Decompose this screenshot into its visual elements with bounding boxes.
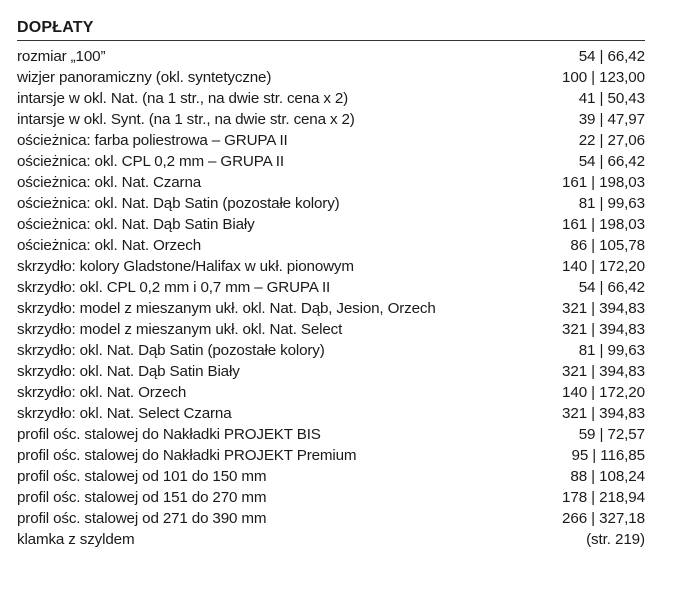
item-price: 81 | 99,63	[578, 342, 645, 359]
surcharge-list	[17, 46, 645, 550]
item-label: ościeżnica: farba poliestrowa – GRUPA II	[17, 132, 288, 149]
item-label: profil ośc. stalowej od 271 do 390 mm	[17, 510, 267, 527]
list-item	[17, 361, 645, 382]
item-label: klamka z szyldem	[17, 531, 135, 548]
list-item	[17, 235, 645, 256]
item-label: ościeżnica: okl. Nat. Czarna	[17, 174, 202, 191]
item-label: wizjer panoramiczny (okl. syntetyczne)	[17, 69, 272, 86]
list-item	[17, 529, 645, 550]
list-item	[17, 46, 645, 67]
item-label: intarsje w okl. Synt. (na 1 str., na dwie str. cena x 2)	[17, 111, 355, 128]
list-item	[17, 88, 645, 109]
item-price: 54 | 66,42	[578, 279, 645, 296]
list-item	[17, 67, 645, 88]
item-price: 81 | 99,63	[578, 195, 645, 212]
list-item	[17, 466, 645, 487]
item-price: 321 | 394,83	[562, 321, 645, 338]
item-label: skrzydło: model z mieszanym ukł. okl. Nat. Dąb, Jesion, Orzech	[17, 300, 436, 317]
item-price: 54 | 66,42	[578, 153, 645, 170]
heading-divider	[17, 40, 645, 41]
item-label: ościeżnica: okl. CPL 0,2 mm – GRUPA II	[17, 153, 284, 170]
item-label: skrzydło: model z mieszanym ukł. okl. Nat. Select	[17, 321, 343, 338]
list-item	[17, 151, 645, 172]
item-price: 178 | 218,94	[562, 489, 645, 506]
item-price: 321 | 394,83	[562, 363, 645, 380]
item-label: skrzydło: okl. Nat. Select Czarna	[17, 405, 232, 422]
item-label: skrzydło: kolory Gladstone/Halifax w ukł. pionowym	[17, 258, 354, 275]
item-price: (str. 219)	[586, 531, 645, 548]
list-item	[17, 172, 645, 193]
item-price: 100 | 123,00	[562, 69, 645, 86]
item-price: 39 | 47,97	[578, 111, 645, 128]
item-price: 86 | 105,78	[570, 237, 645, 254]
item-price: 321 | 394,83	[562, 405, 645, 422]
item-price: 54 | 66,42	[578, 48, 645, 65]
item-label: profil ośc. stalowej do Nakładki PROJEKT Premium	[17, 447, 357, 464]
list-item	[17, 382, 645, 403]
item-price: 140 | 172,20	[562, 384, 645, 401]
item-label: profil ośc. stalowej od 101 do 150 mm	[17, 468, 267, 485]
item-label: skrzydło: okl. Nat. Dąb Satin Biały	[17, 363, 240, 380]
item-price: 161 | 198,03	[562, 216, 645, 233]
item-label: profil ośc. stalowej od 151 do 270 mm	[17, 489, 267, 506]
list-item	[17, 319, 645, 340]
list-item	[17, 403, 645, 424]
item-label: ościeżnica: okl. Nat. Orzech	[17, 237, 202, 254]
item-price: 140 | 172,20	[562, 258, 645, 275]
item-label: skrzydło: okl. Nat. Dąb Satin (pozostałe kolory)	[17, 342, 325, 359]
item-price: 321 | 394,83	[562, 300, 645, 317]
item-label: ościeżnica: okl. Nat. Dąb Satin Biały	[17, 216, 255, 233]
item-price: 41 | 50,43	[578, 90, 645, 107]
list-item	[17, 193, 645, 214]
item-price: 95 | 116,85	[571, 447, 645, 464]
list-item	[17, 340, 645, 361]
list-item	[17, 508, 645, 529]
item-price: 22 | 27,06	[578, 132, 645, 149]
item-label: rozmiar „100”	[17, 48, 106, 65]
item-price: 88 | 108,24	[570, 468, 645, 485]
item-label: ościeżnica: okl. Nat. Dąb Satin (pozostałe kolory)	[17, 195, 340, 212]
list-item	[17, 298, 645, 319]
item-label: intarsje w okl. Nat. (na 1 str., na dwie str. cena x 2)	[17, 90, 349, 107]
item-label: skrzydło: okl. CPL 0,2 mm i 0,7 mm – GRUPA II	[17, 279, 331, 296]
list-item	[17, 424, 645, 445]
list-item	[17, 109, 645, 130]
item-price: 266 | 327,18	[562, 510, 645, 527]
list-item	[17, 256, 645, 277]
item-label: skrzydło: okl. Nat. Orzech	[17, 384, 187, 401]
list-item	[17, 277, 645, 298]
list-item	[17, 130, 645, 151]
section-heading: DOPŁATY	[17, 19, 94, 36]
surcharges-section	[17, 18, 645, 550]
list-item	[17, 445, 645, 466]
list-item	[17, 487, 645, 508]
item-label: profil ośc. stalowej do Nakładki PROJEKT BIS	[17, 426, 321, 443]
list-item	[17, 214, 645, 235]
item-price: 161 | 198,03	[562, 174, 645, 191]
item-price: 59 | 72,57	[578, 426, 645, 443]
